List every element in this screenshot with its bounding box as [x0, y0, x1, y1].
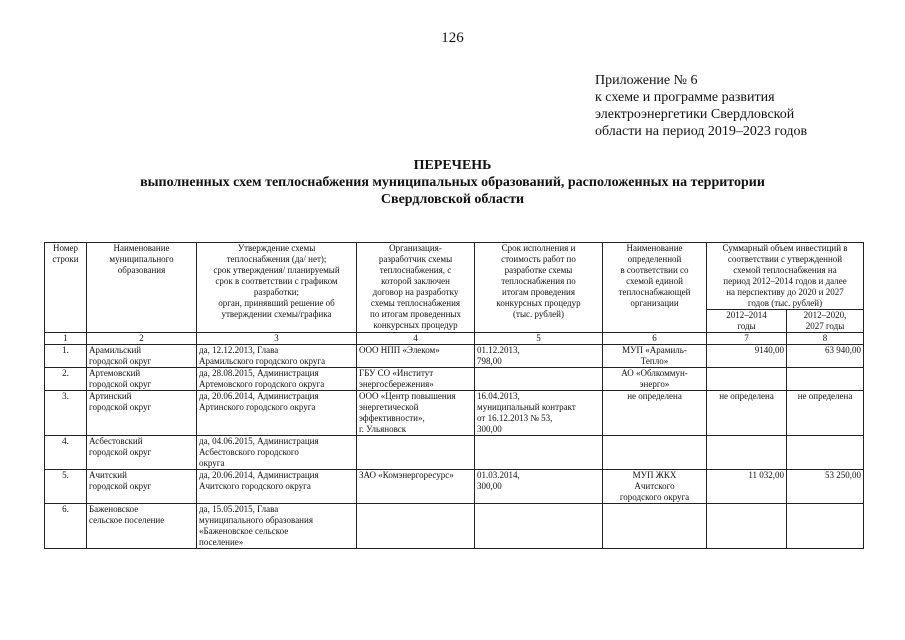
- cell-term-cost: [475, 436, 603, 470]
- header-municipality: Наименование муниципального образования: [87, 243, 197, 333]
- cell-row-number: 2.: [45, 368, 87, 391]
- header-term-cost: Срок исполнения и стоимость работ по разработке схемы теплоснабжения по итогам проведения конкурсных процедур (тыс. рублей): [475, 243, 603, 333]
- document-title: [40, 157, 865, 208]
- cell-heat-org: [603, 504, 707, 549]
- cell-heat-org: МУП ЖКХ Ачитского городского округа: [603, 470, 707, 504]
- cell-approval: да, 15.05.2015, Глава муниципального образования «Баженовское сельское поселение»: [197, 504, 357, 549]
- header-approval: Утверждение схемы теплоснабжения (да/ нет); срок утверждения/ планируемый срок в соответствии с графиком разработки; орган, принявший решение об утверждении схемы/графика: [197, 243, 357, 333]
- cell-inv-2012-2027: 63 940,00: [787, 345, 864, 368]
- cell-term-cost: 16.04.2013, муниципальный контракт от 16.12.2013 № 53, 300,00: [475, 391, 603, 436]
- column-number: 7: [707, 333, 787, 345]
- cell-approval: да, 04.06.2015, Администрация Асбестовского городского округа: [197, 436, 357, 470]
- cell-inv-2012-2027: 53 250,00: [787, 470, 864, 504]
- header-investments: Суммарный объем инвестиций в соответствии с утвержденной схемой теплоснабжения на период 2012–2014 годов и далее на перспективу до 2020 и 2027 годов (тыс. рублей): [707, 243, 864, 310]
- column-number: 4: [357, 333, 475, 345]
- cell-heat-org: не определена: [603, 391, 707, 436]
- header-row-number: Номер строки: [45, 243, 87, 333]
- appendix-line: к схеме и программе развития: [595, 90, 775, 105]
- cell-term-cost: 01.12.2013, 798,00: [475, 345, 603, 368]
- cell-heat-org: МУП «Арамиль- Тепло»: [603, 345, 707, 368]
- cell-row-number: 5.: [45, 470, 87, 504]
- cell-term-cost: 01.03.2014, 300,00: [475, 470, 603, 504]
- column-number: 5: [475, 333, 603, 345]
- header-heat-org: Наименование определенной в соответствии со схемой единой теплоснабжающей организации: [603, 243, 707, 333]
- cell-municipality: Баженовское сельское поселение: [87, 504, 197, 549]
- header-inv-2012-2027: 2012–2020, 2027 годы: [787, 310, 864, 333]
- cell-inv-2012-2014: [707, 504, 787, 549]
- table-row: [45, 470, 864, 504]
- column-numbers-row: [45, 333, 864, 345]
- title-line-3: Свердловской области: [380, 192, 525, 207]
- cell-approval: да, 20.06.2014, Администрация Ачитского городского округа: [197, 470, 357, 504]
- cell-heat-org: АО «Облкоммун- энерго»: [603, 368, 707, 391]
- cell-term-cost: [475, 368, 603, 391]
- header-inv-2012-2014: 2012–2014 годы: [707, 310, 787, 333]
- table-row: [45, 368, 864, 391]
- cell-row-number: 1.: [45, 345, 87, 368]
- cell-developer: ООО НПП «Элеком»: [357, 345, 475, 368]
- cell-municipality: Артинский городской округ: [87, 391, 197, 436]
- cell-row-number: 3.: [45, 391, 87, 436]
- cell-term-cost: [475, 504, 603, 549]
- cell-inv-2012-2027: не определена: [787, 391, 864, 436]
- column-number: 8: [787, 333, 864, 345]
- cell-inv-2012-2014: 11 032,00: [707, 470, 787, 504]
- appendix-line: Приложение № 6: [595, 73, 698, 88]
- cell-developer: ООО «Центр повышения энергетической эффективности», г. Ульяновск: [357, 391, 475, 436]
- cell-inv-2012-2027: [787, 368, 864, 391]
- column-number: 2: [87, 333, 197, 345]
- cell-inv-2012-2014: не определена: [707, 391, 787, 436]
- heat-supply-schemes-table: [44, 242, 864, 549]
- table-row: [45, 436, 864, 470]
- cell-inv-2012-2027: [787, 504, 864, 549]
- column-number: 1: [45, 333, 87, 345]
- cell-developer: [357, 504, 475, 549]
- cell-approval: да, 28.08.2015, Администрация Артемовского городского округа: [197, 368, 357, 391]
- cell-approval: да, 12.12.2013, Глава Арамильского городского округа: [197, 345, 357, 368]
- column-number: 3: [197, 333, 357, 345]
- title-line-1: ПЕРЕЧЕНЬ: [413, 158, 492, 173]
- table-row: [45, 345, 864, 368]
- header-developer: Организация- разработчик схемы теплоснабжения, с которой заключен договор на разработку схемы теплоснабжения по итогам проведенных конкурсных процедур: [357, 243, 475, 333]
- table-row: [45, 504, 864, 549]
- title-line-2: выполненных схем теплоснабжения муниципальных образований, расположенных на территории: [140, 175, 765, 190]
- table-row: [45, 391, 864, 436]
- cell-inv-2012-2014: 9140,00: [707, 345, 787, 368]
- cell-inv-2012-2014: [707, 436, 787, 470]
- cell-municipality: Артемовский городской округ: [87, 368, 197, 391]
- cell-row-number: 6.: [45, 504, 87, 549]
- appendix-line: области на период 2019–2023 годов: [595, 124, 808, 139]
- page-number: 126: [441, 30, 464, 46]
- cell-inv-2012-2027: [787, 436, 864, 470]
- cell-inv-2012-2014: [707, 368, 787, 391]
- cell-row-number: 4.: [45, 436, 87, 470]
- column-number: 6: [603, 333, 707, 345]
- cell-municipality: Асбестовский городской округ: [87, 436, 197, 470]
- cell-municipality: Ачитский городской округ: [87, 470, 197, 504]
- cell-developer: [357, 436, 475, 470]
- cell-heat-org: [603, 436, 707, 470]
- cell-developer: ЗАО «Комэнергоресурс»: [357, 470, 475, 504]
- cell-municipality: Арамильский городской округ: [87, 345, 197, 368]
- appendix-line: электроэнергетики Свердловской: [595, 107, 795, 122]
- appendix-note: [595, 72, 807, 140]
- header-row: [45, 243, 864, 310]
- cell-developer: ГБУ СО «Институт энергосбережения»: [357, 368, 475, 391]
- cell-approval: да, 20.06.2014, Администрация Артинского городского округа: [197, 391, 357, 436]
